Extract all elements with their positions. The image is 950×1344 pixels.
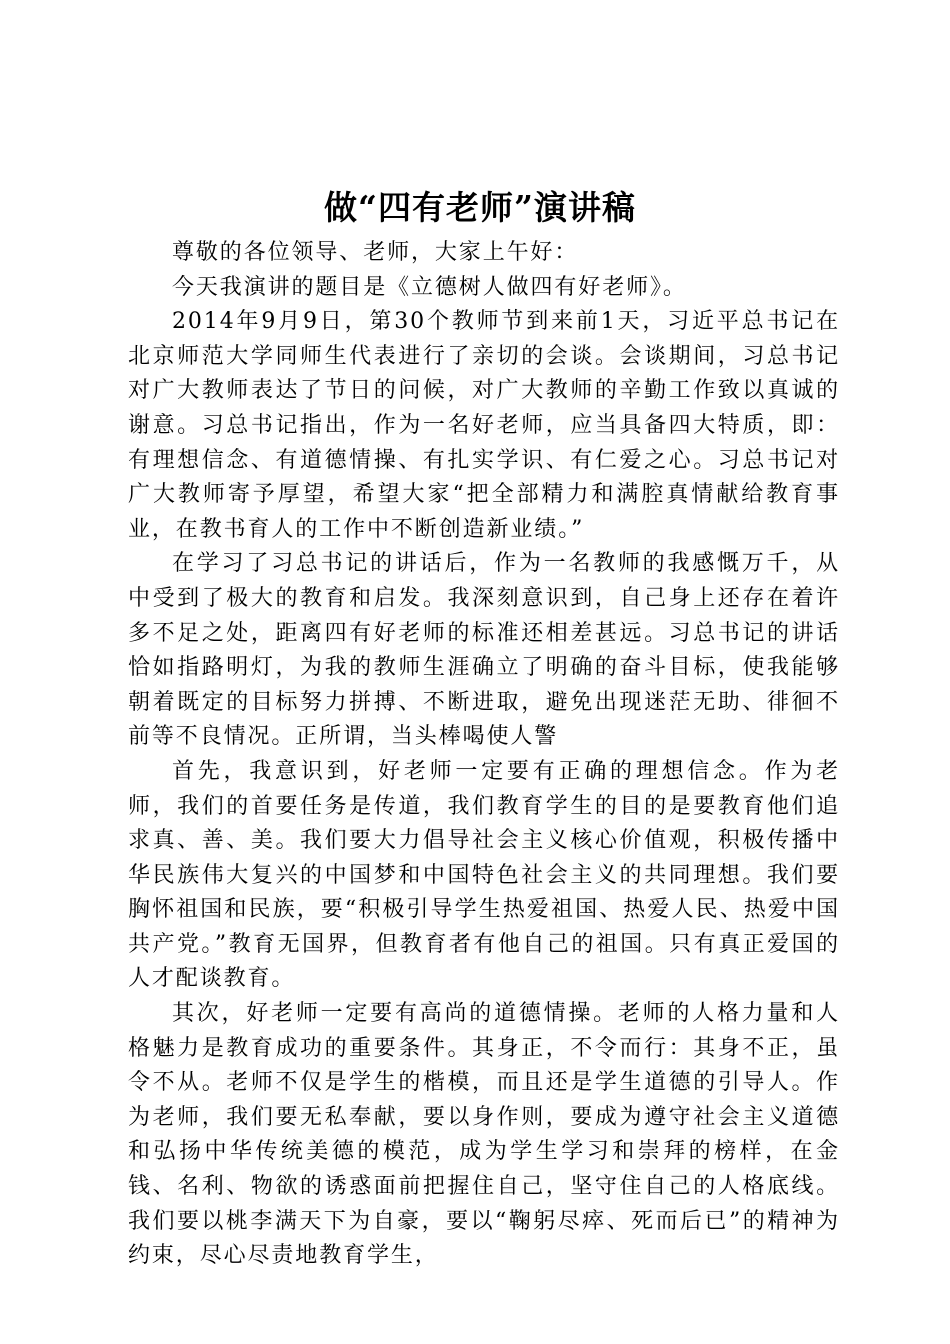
document-body: [128, 236, 840, 1274]
paragraph-greeting: 尊敬的各位领导、老师，大家上午好：: [172, 240, 579, 265]
document-title: 做“四有老师”演讲稿: [324, 188, 636, 227]
paragraph-background: 2014年9月9日，第30个教师节到来前1天，习近平总书记在北京师范大学同师生代表进行了亲切的会谈。会谈期间，习总书记对广大教师表达了节日的问候，对广大教师的辛勤工作致以真诚的谢意。习总书记指出，作为一名好老师，应当具备四大特质，即：有理想信念、有道德情操、有扎实学识、有仁爱之心。习总书记对广大教师寄予厚望，希望大家“把全部精力和满腔真情献给教育事业，在教书育人的工作中不断创造新业绩。”: [128, 309, 840, 542]
paragraph-first-point: 首先，我意识到，好老师一定要有正确的理想信念。作为老师，我们的首要任务是传道，我们教育学生的目的是要教育他们追求真、善、美。我们要大力倡导社会主义核心价值观，积极传播中华民族伟大复兴的中国梦和中国特色社会主义的共同理想。我们要胸怀祖国和民族，要“积极引导学生热爱祖国、热爱人民、热爱中国共产党。”教育无国界，但教育者有他自己的祖国。只有真正爱国的人才配谈教育。: [128, 758, 840, 992]
paragraph-second-point: 其次，好老师一定要有高尚的道德情操。老师的人格力量和人格魅力是教育成功的重要条件。其身正，不令而行：其身不正，虽令不从。老师不仅是学生的楷模，而且还是学生道德的引导人。作为老师，我们要无私奉献，要以身作则，要成为遵守社会主义道德和弘扬中华传统美德的模范，成为学生学习和崇拜的榜样，在金钱、名利、物欲的诱惑面前把握住自己，坚守住自己的人格底线。我们要以桃李满天下为自豪，要以“鞠躬尽瘁、死而后已”的精神为约束，尽心尽责地教育学生，: [128, 1001, 840, 1269]
paragraph-topic: 今天我演讲的题目是《立德树人做四有好老师》。: [172, 274, 687, 300]
paragraph-reflection: 在学习了习总书记的讲话后，作为一名教师的我感慨万千，从中受到了极大的教育和启发。我深刻意识到，自己身上还存在着许多不足之处，距离四有好老师的标准还相差甚远。习总书记的讲话恰如指路明灯，为我的教师生涯确立了明确的奋斗目标，使我能够朝着既定的目标努力拼搏、不断进取，避免出现迷茫无助、徘徊不前等不良情况。正所谓，当头棒喝使人警: [128, 551, 840, 750]
